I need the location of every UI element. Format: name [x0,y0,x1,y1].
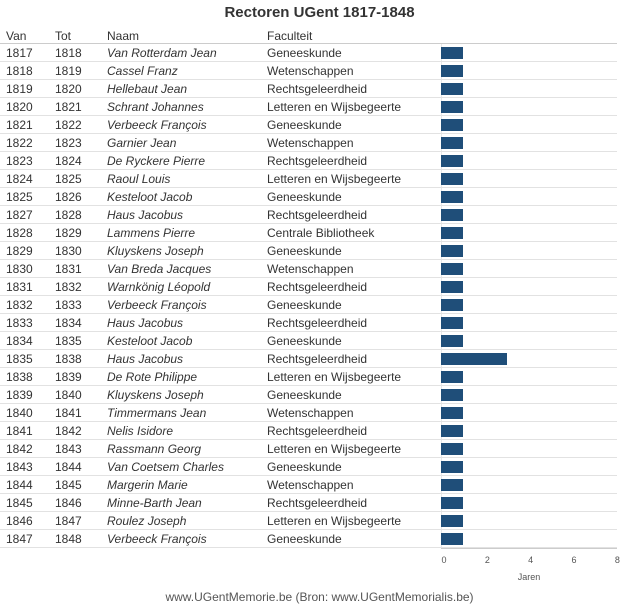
cell-tot: 1833 [55,298,82,312]
column-header-van: Van [6,29,27,43]
cell-tot: 1841 [55,406,82,420]
cell-naam: Lammens Pierre [107,226,196,240]
cell-van: 1847 [6,532,33,546]
cell-tot: 1835 [55,334,82,348]
cell-faculteit: Letteren en Wijsbegeerte [267,442,402,456]
cell-van: 1832 [6,298,33,312]
cell-van: 1829 [6,244,33,258]
cell-tot: 1846 [55,496,82,510]
bar-jaren [441,299,463,311]
cell-tot: 1831 [55,262,82,276]
table-row [0,386,617,404]
cell-naam: Van Rotterdam Jean [107,46,217,60]
table-row [0,44,617,62]
bar-jaren [441,515,463,527]
table-row [0,98,617,116]
bar-jaren [441,83,463,95]
cell-van: 1828 [6,226,33,240]
cell-tot: 1822 [55,118,82,132]
bar-jaren [441,101,463,113]
cell-van: 1823 [6,154,33,168]
cell-naam: Haus Jacobus [107,352,184,366]
cell-tot: 1840 [55,388,82,402]
cell-faculteit: Wetenschappen [267,64,354,78]
cell-van: 1824 [6,172,33,186]
cell-naam: Schrant Johannes [107,100,204,114]
cell-naam: Cassel Franz [107,64,178,78]
bar-jaren [441,227,463,239]
cell-van: 1830 [6,262,33,276]
table-row [0,242,617,260]
bar-jaren [441,533,463,545]
cell-tot: 1839 [55,370,82,384]
x-axis-label: Jaren [517,572,541,582]
cell-naam: Garnier Jean [107,136,177,150]
x-tick-label: 4 [528,555,534,565]
cell-faculteit: Geneeskunde [267,334,342,348]
bar-jaren [441,263,463,275]
cell-faculteit: Geneeskunde [267,118,342,132]
cell-tot: 1825 [55,172,82,186]
cell-van: 1839 [6,388,33,402]
cell-naam: Margerin Marie [107,478,188,492]
cell-faculteit: Letteren en Wijsbegeerte [267,514,402,528]
cell-van: 1841 [6,424,33,438]
bar-jaren [441,245,463,257]
x-tick-label: 2 [484,555,490,565]
x-tick-label: 8 [614,555,620,565]
table-body [0,44,617,548]
cell-van: 1821 [6,118,33,132]
cell-naam: Kluyskens Joseph [107,388,204,402]
x-tick-label: 0 [441,555,447,565]
bar-jaren [441,443,463,455]
cell-van: 1845 [6,496,33,510]
bar-jaren [441,407,463,419]
bar-jaren [441,191,463,203]
cell-naam: Rassmann Georg [107,442,202,456]
cell-faculteit: Letteren en Wijsbegeerte [267,100,402,114]
column-header-naam: Naam [107,29,140,43]
table-row [0,260,617,278]
cell-faculteit: Letteren en Wijsbegeerte [267,172,402,186]
bar-jaren [441,209,463,221]
cell-faculteit: Wetenschappen [267,406,354,420]
table-row [0,494,617,512]
cell-tot: 1834 [55,316,82,330]
table-row [0,80,617,98]
table-row [0,152,617,170]
cell-tot: 1847 [55,514,82,528]
cell-van: 1840 [6,406,33,420]
cell-tot: 1823 [55,136,82,150]
cell-naam: Kesteloot Jacob [107,190,193,204]
cell-naam: Kesteloot Jacob [107,334,193,348]
table-row [0,512,617,530]
table-row [0,458,617,476]
bar-jaren [441,335,463,347]
x-axis-line [441,548,617,549]
table-row [0,440,617,458]
cell-van: 1831 [6,280,33,294]
table-row [0,368,617,386]
cell-faculteit: Rechtsgeleerdheid [267,496,368,510]
table-row [0,278,617,296]
cell-van: 1817 [6,46,33,60]
cell-tot: 1832 [55,280,82,294]
x-axis [0,548,639,588]
chart-title: Rectoren UGent 1817-1848 [224,4,415,21]
cell-faculteit: Centrale Bibliotheek [267,226,375,240]
bar-jaren [441,173,463,185]
cell-tot: 1819 [55,64,82,78]
cell-faculteit: Wetenschappen [267,136,354,150]
cell-tot: 1820 [55,82,82,96]
cell-van: 1822 [6,136,33,150]
cell-van: 1825 [6,190,33,204]
cell-naam: Roulez Joseph [107,514,187,528]
cell-faculteit: Letteren en Wijsbegeerte [267,370,402,384]
cell-van: 1819 [6,82,33,96]
cell-tot: 1821 [55,100,82,114]
cell-faculteit: Geneeskunde [267,190,342,204]
cell-faculteit: Wetenschappen [267,262,354,276]
cell-naam: Haus Jacobus [107,316,184,330]
bar-jaren [441,65,463,77]
cell-tot: 1845 [55,478,82,492]
cell-faculteit: Geneeskunde [267,46,342,60]
cell-van: 1834 [6,334,33,348]
cell-van: 1827 [6,208,33,222]
cell-faculteit: Rechtsgeleerdheid [267,316,368,330]
table-row [0,224,617,242]
bar-jaren [441,317,463,329]
cell-van: 1820 [6,100,33,114]
bar-jaren [441,353,507,365]
cell-van: 1835 [6,352,33,366]
cell-tot: 1818 [55,46,82,60]
cell-van: 1818 [6,64,33,78]
table-row [0,350,617,368]
cell-van: 1843 [6,460,33,474]
cell-faculteit: Rechtsgeleerdheid [267,208,368,222]
cell-tot: 1830 [55,244,82,258]
cell-tot: 1848 [55,532,82,546]
column-header-faculteit: Faculteit [267,29,313,43]
bar-jaren [441,47,463,59]
cell-faculteit: Rechtsgeleerdheid [267,154,368,168]
cell-tot: 1829 [55,226,82,240]
cell-van: 1842 [6,442,33,456]
table-row [0,422,617,440]
bar-jaren [441,389,463,401]
cell-tot: 1828 [55,208,82,222]
table-row [0,188,617,206]
cell-van: 1844 [6,478,33,492]
table-row [0,314,617,332]
cell-van: 1846 [6,514,33,528]
cell-naam: Van Breda Jacques [107,262,212,276]
bar-jaren [441,425,463,437]
cell-naam: De Ryckere Pierre [107,154,206,168]
table-row [0,476,617,494]
bar-jaren [441,119,463,131]
cell-naam: Verbeeck François [107,532,207,546]
bar-jaren [441,497,463,509]
cell-faculteit: Geneeskunde [267,244,342,258]
cell-van: 1838 [6,370,33,384]
cell-faculteit: Rechtsgeleerdheid [267,424,368,438]
cell-naam: Verbeeck François [107,298,207,312]
cell-faculteit: Geneeskunde [267,298,342,312]
cell-faculteit: Geneeskunde [267,460,342,474]
bar-jaren [441,371,463,383]
cell-faculteit: Rechtsgeleerdheid [267,352,368,366]
cell-faculteit: Rechtsgeleerdheid [267,82,368,96]
table-row [0,206,617,224]
bar-jaren [441,281,463,293]
table-row [0,170,617,188]
cell-naam: Verbeeck François [107,118,207,132]
cell-faculteit: Rechtsgeleerdheid [267,280,368,294]
cell-naam: Warnkönig Léopold [107,280,211,294]
cell-faculteit: Geneeskunde [267,532,342,546]
cell-naam: Hellebaut Jean [107,82,188,96]
cell-tot: 1844 [55,460,82,474]
table-row [0,296,617,314]
table-row [0,404,617,422]
cell-naam: Minne-Barth Jean [107,496,202,510]
table-row [0,62,617,80]
table-row [0,116,617,134]
bar-jaren [441,155,463,167]
bar-jaren [441,479,463,491]
cell-faculteit: Geneeskunde [267,388,342,402]
cell-naam: De Rote Philippe [107,370,198,384]
bar-jaren [441,137,463,149]
table-row [0,134,617,152]
cell-tot: 1842 [55,424,82,438]
column-header-tot: Tot [55,29,72,43]
x-tick-label: 6 [571,555,577,565]
table-row [0,530,617,548]
cell-tot: 1838 [55,352,82,366]
bar-jaren [441,461,463,473]
cell-naam: Kluyskens Joseph [107,244,204,258]
cell-tot: 1824 [55,154,82,168]
cell-naam: Nelis Isidore [107,424,174,438]
table-row [0,332,617,350]
footer-source: www.UGentMemorie.be (Bron: www.UGentMemorialis.be) [165,590,474,604]
cell-faculteit: Wetenschappen [267,478,354,492]
cell-naam: Van Coetsem Charles [107,460,224,474]
cell-naam: Haus Jacobus [107,208,184,222]
cell-tot: 1826 [55,190,82,204]
cell-naam: Timmermans Jean [107,406,207,420]
cell-tot: 1843 [55,442,82,456]
cell-naam: Raoul Louis [107,172,171,186]
cell-van: 1833 [6,316,33,330]
